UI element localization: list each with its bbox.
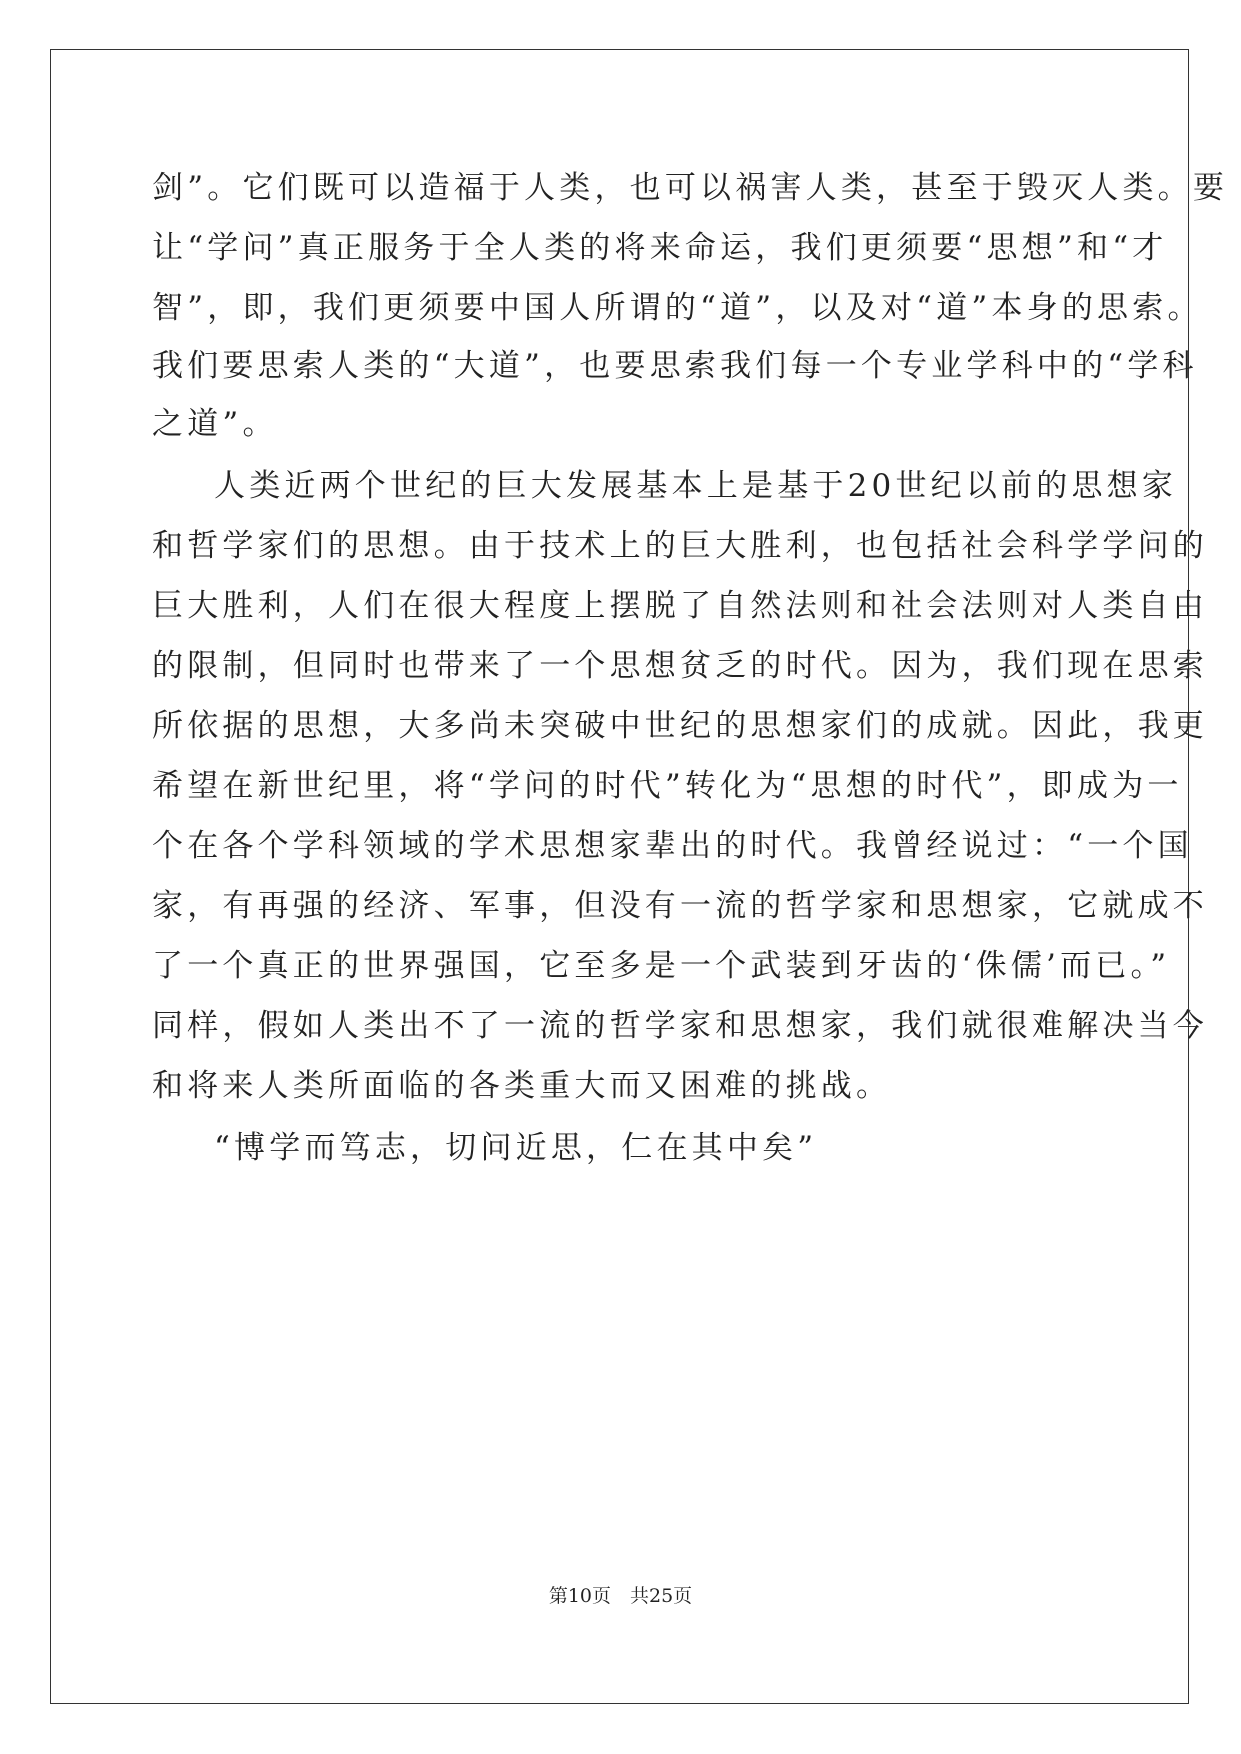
text-line: 的限制，但同时也带来了一个思想贫乏的时代。因为，我们现在思索 <box>152 648 1208 684</box>
text-line: “博学而笃志，切问近思，仁在其中矣” <box>214 1130 818 1166</box>
text-line: 剑”。它们既可以造福于人类，也可以祸害人类，甚至于毁灭人类。要 <box>152 170 1229 206</box>
text-line: 让“学问”真正服务于全人类的将来命运，我们更须要“思想”和“才 <box>152 230 1168 266</box>
page-footer: 第10页 共25页 <box>548 1585 693 1607</box>
text-line: 家，有再强的经济、军事，但没有一流的哲学家和思想家，它就成不 <box>152 888 1208 924</box>
text-line: 智”，即，我们更须要中国人所谓的“道”，以及对“道”本身的思索。 <box>152 290 1203 326</box>
text-line: 人类近两个世纪的巨大发展基本上是基于20世纪以前的思想家 <box>214 468 1178 504</box>
text-line: 所依据的思想，大多尚未突破中世纪的思想家们的成就。因此，我更 <box>152 708 1208 744</box>
text-line: 巨大胜利，人们在很大程度上摆脱了自然法则和社会法则对人类自由 <box>152 588 1208 624</box>
text-line: 希望在新世纪里，将“学问的时代”转化为“思想的时代”，即成为一 <box>152 768 1183 804</box>
text-line: 同样，假如人类出不了一流的哲学家和思想家，我们就很难解决当今 <box>152 1008 1208 1044</box>
text-line: 和将来人类所面临的各类重大而又困难的挑战。 <box>152 1068 892 1104</box>
text-line: 个在各个学科领域的学术思想家辈出的时代。我曾经说过：“一个国 <box>152 828 1193 864</box>
text-line: 之道”。 <box>152 406 278 442</box>
text-line: 了一个真正的世界强国，它至多是一个武装到牙齿的‘侏儒’而已。” <box>152 948 1171 984</box>
text-line: 我们要思索人类的“大道”，也要思索我们每一个专业学科中的“学科 <box>152 348 1198 384</box>
text-line: 和哲学家们的思想。由于技术上的巨大胜利，也包括社会科学学问的 <box>152 528 1208 564</box>
